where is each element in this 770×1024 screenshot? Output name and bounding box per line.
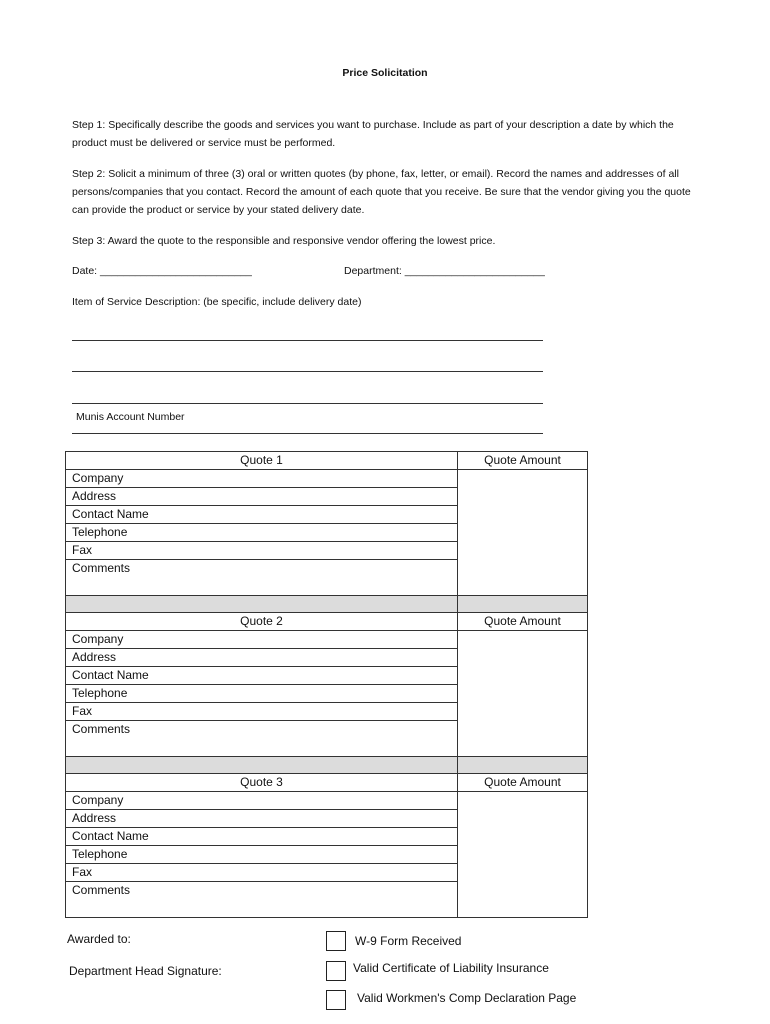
separator-row bbox=[66, 757, 588, 774]
step-1-text: Step 1: Specifically describe the goods and services you want to purchase. Include as part of your description a date by which the product must be delivered or service must be performed. bbox=[72, 119, 674, 149]
quote-1-amount-cell[interactable] bbox=[458, 470, 588, 596]
separator-cell bbox=[458, 596, 588, 613]
quote-2-address[interactable]: Address bbox=[66, 649, 458, 667]
workmens-comp-checkbox[interactable] bbox=[326, 990, 346, 1010]
table-row bbox=[66, 631, 588, 649]
step-3-text: Step 3: Award the quote to the responsible and responsive vendor offering the lowest price. bbox=[72, 235, 496, 247]
quote-1-telephone[interactable]: Telephone bbox=[66, 524, 458, 542]
quote-1-amount-label: Quote Amount bbox=[458, 452, 588, 470]
quote-1-company[interactable]: Company bbox=[66, 470, 458, 488]
quotes-table bbox=[65, 451, 588, 918]
quote-2-fax[interactable]: Fax bbox=[66, 703, 458, 721]
quote-3-company[interactable]: Company bbox=[66, 792, 458, 810]
munis-account-label: Munis Account Number bbox=[76, 411, 185, 423]
department-field[interactable] bbox=[344, 265, 545, 277]
department-blank: ________________________ bbox=[404, 265, 545, 277]
quote-1-fax[interactable]: Fax bbox=[66, 542, 458, 560]
quote-1-comments[interactable]: Comments bbox=[66, 560, 458, 596]
quote-1-title: Quote 1 bbox=[66, 452, 458, 470]
page-title: Price Solicitation bbox=[342, 67, 428, 79]
quote-1-header-row bbox=[66, 452, 588, 470]
date-label: Date: bbox=[72, 265, 101, 277]
w9-label: W-9 Form Received bbox=[355, 934, 462, 948]
awarded-to-label: Awarded to: bbox=[67, 932, 131, 946]
liability-insurance-label: Valid Certificate of Liability Insurance bbox=[353, 961, 549, 975]
step-2-text: Step 2: Solicit a minimum of three (3) oral or written quotes (by phone, fax, letter, or email). Record the names and addresses of all persons/companies that you contact. Record the amount of each quote that you receive. Be sure that the vendor giving you the quote can provide the product or service by your stated delivery date. bbox=[72, 168, 691, 216]
quote-3-title: Quote 3 bbox=[66, 774, 458, 792]
workmens-comp-label: Valid Workmen's Comp Declaration Page bbox=[357, 991, 577, 1005]
quote-2-header-row bbox=[66, 613, 588, 631]
separator-cell bbox=[66, 757, 458, 774]
quote-2-title: Quote 2 bbox=[66, 613, 458, 631]
quote-2-comments[interactable]: Comments bbox=[66, 721, 458, 757]
separator-cell bbox=[66, 596, 458, 613]
date-blank: __________________________ bbox=[100, 265, 252, 277]
quote-1-contact[interactable]: Contact Name bbox=[66, 506, 458, 524]
quote-3-address[interactable]: Address bbox=[66, 810, 458, 828]
quote-3-amount-cell[interactable] bbox=[458, 792, 588, 918]
quote-2-contact[interactable]: Contact Name bbox=[66, 667, 458, 685]
quote-1-address[interactable]: Address bbox=[66, 488, 458, 506]
quote-2-amount-label: Quote Amount bbox=[458, 613, 588, 631]
quote-3-header-row bbox=[66, 774, 588, 792]
quote-3-comments[interactable]: Comments bbox=[66, 882, 458, 918]
quote-3-amount-label: Quote Amount bbox=[458, 774, 588, 792]
quote-3-telephone[interactable]: Telephone bbox=[66, 846, 458, 864]
quote-2-amount-cell[interactable] bbox=[458, 631, 588, 757]
item-description-label: Item of Service Description: (be specific, include delivery date) bbox=[72, 296, 362, 308]
separator-cell bbox=[458, 757, 588, 774]
munis-account-line[interactable] bbox=[72, 433, 543, 434]
description-line-1[interactable] bbox=[72, 340, 543, 341]
description-line-3[interactable] bbox=[72, 403, 543, 404]
quote-2-telephone[interactable]: Telephone bbox=[66, 685, 458, 703]
department-label: Department: bbox=[344, 265, 405, 277]
w9-checkbox[interactable] bbox=[326, 931, 346, 951]
liability-insurance-checkbox[interactable] bbox=[326, 961, 346, 981]
quote-3-contact[interactable]: Contact Name bbox=[66, 828, 458, 846]
department-head-signature-label: Department Head Signature: bbox=[69, 964, 222, 978]
date-field[interactable] bbox=[72, 265, 252, 277]
description-line-2[interactable] bbox=[72, 371, 543, 372]
table-row bbox=[66, 470, 588, 488]
quote-3-fax[interactable]: Fax bbox=[66, 864, 458, 882]
quote-2-company[interactable]: Company bbox=[66, 631, 458, 649]
table-row bbox=[66, 792, 588, 810]
separator-row bbox=[66, 596, 588, 613]
